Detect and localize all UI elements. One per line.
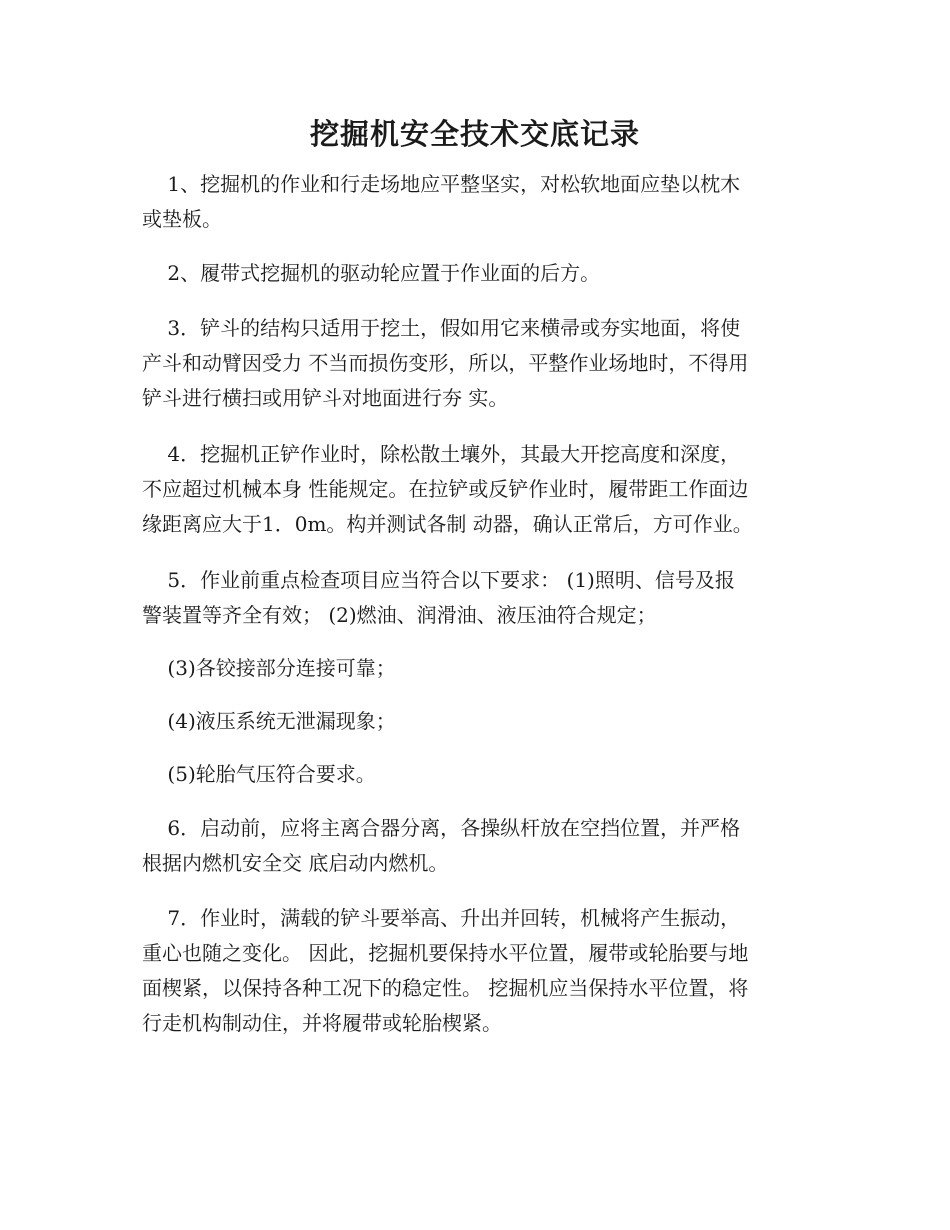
document-title: 挖掘机安全技术交底记录 xyxy=(309,117,640,151)
paragraph-5-line-2: 警装置等齐全有效； (2)燃油、润滑油、液压油符合规定； xyxy=(142,603,657,627)
paragraph-6-line-2: 根据内燃机安全交 底启动内燃机。 xyxy=(142,851,449,875)
paragraph-4-line-1: 4．挖掘机正铲作业时，除松散土壤外，其最大开挖高度和深度， xyxy=(142,442,741,466)
paragraph-1-line-1: 1、挖掘机的作业和行走场地应平整坚实，对松软地面应垫以枕木 xyxy=(142,172,741,196)
paragraph-7-line-2: 重心也随之变化。 因此，挖掘机要保持水平位置，履带或轮胎要与地 xyxy=(142,941,749,965)
paragraph-5-item-5: (5)轮胎气压符合要求。 xyxy=(142,762,376,786)
paragraph-5-item-3: (3)各铰接部分连接可靠； xyxy=(142,656,396,680)
paragraph-3-line-2: 产斗和动臂因受力 不当而损伤变形，所以，平整作业场地时，不得用 xyxy=(142,351,749,375)
paragraph-7-line-3: 面楔紧，以保持各种工况下的稳定性。 挖掘机应当保持水平位置，将 xyxy=(142,976,749,1000)
paragraph-2-line-1: 2、履带式挖掘机的驱动轮应置于作业面的后方。 xyxy=(142,261,601,285)
paragraph-6-line-1: 6．启动前，应将主离合器分离，各操纵杆放在空挡位置，并严格 xyxy=(142,816,741,840)
paragraph-5-line-1: 5．作业前重点检查项目应当符合以下要求： (1)照明、信号及报 xyxy=(142,568,735,592)
paragraph-7-line-4: 行走机构制动住，并将履带或轮胎楔紧。 xyxy=(142,1011,502,1035)
paragraph-7-line-1: 7．作业时，满载的铲斗要举高、升出并回转，机械将产生振动， xyxy=(142,906,741,930)
paragraph-4-line-2: 不应超过机械本身 性能规定。在拉铲或反铲作业时，履带距工作面边 xyxy=(142,477,749,501)
paragraph-3-line-1: 3．铲斗的结构只适用于挖土，假如用它来横帚或夯实地面，将使 xyxy=(142,316,741,340)
paragraph-1-line-2: 或垫板。 xyxy=(142,207,222,231)
paragraph-4-line-3: 缘距离应大于1．0m。构并测试各制 动器，确认正常后，方可作业。 xyxy=(142,512,753,536)
paragraph-5-item-4: (4)液压系统无泄漏现象； xyxy=(142,709,396,733)
paragraph-3-line-3: 铲斗进行横扫或用铲斗对地面进行夯 实。 xyxy=(142,386,509,410)
